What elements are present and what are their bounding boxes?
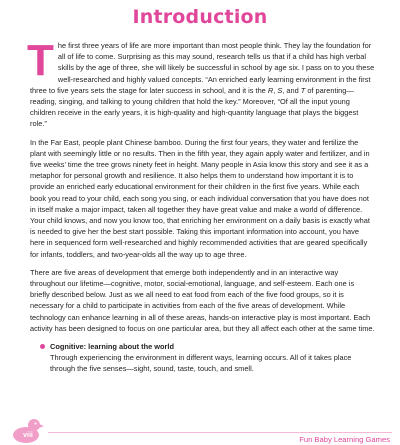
running-footer: Fun Baby Learning Games: [299, 435, 390, 444]
intro-paragraph-3: There are five areas of development that emerge both independently and in an interactive way throughout our lifetime—cognitive, motor, social-emotional, language, and self-esteem. Each one is briefly described below. Just as we all need to eat food from each of the five food groups, so it is necessary for a child to participate in activities from each of the five areas of development. While technology can enhance learning in all of these areas, hands-on interactive play is most important. Each activity has been designed to focus on one particular area, but they all affect each other at the same time.: [30, 267, 375, 333]
drop-cap: T: [27, 36, 54, 85]
emphasis-t: T: [300, 85, 306, 95]
intro-paragraph-2: In the Far East, people plant Chinese bamboo. During the first four years, they water and fertilize the plant with seemingly little or no results. Then in the fifth year, they again apply water and fertilizer, and in five weeks’ time the tree grows ninety feet in height. Many people in Asia know this story and see it as a metaphor for personal growth and resilience. It also helps them to understand how important it is to provide an enriched early educational environment for their children in the first five years. While each book you read to your child, each song you sing, or each individual conversation that you have does not in itself make a major impact, taken all together they have great value and make a world of difference. Your child knows, and now you know too, that enriching her environment on a daily basis is exactly what is needed to give her the best start possible. Taking this important information into account, you have here in sequenced form well-researched and highly recommended activities that are geared specifically for infants, toddlers, and two-year-olds all the way up to age three.: [30, 137, 370, 259]
page-title: Introduction: [132, 6, 268, 28]
area-item-cognitive: [40, 341, 375, 375]
main-text: [27, 36, 375, 375]
intro-paragraph-1: [27, 36, 375, 130]
duck-icon: [12, 417, 44, 443]
emphasis-r: R: [267, 85, 274, 95]
page-footer: [0, 427, 400, 445]
intro-text-part: ,: [273, 85, 278, 95]
page-number: viii: [23, 432, 33, 439]
intro-text-part: of parenting—reading, singing, and talking to young children that hold the key.” Moreover, “Of all the input young children receive in the early years, it is high-quality and high-quantity language that plays the biggest role.”: [30, 85, 359, 129]
area-heading: Cognitive: learning about the world: [50, 342, 174, 352]
intro-text-part: he first three years of life are more important than most people think. They lay the foundation for all of life to come. Surprising as this may sound, research tells us that if a child has high verbal skills by the age of three, she will likely be successful in school by age six. I pass on to you these well-researched and highly valued concepts. “An enriched early learning environment in the first three to five years sets the stage for later success in school, and it is the: [30, 41, 375, 95]
area-description: Through experiencing the environment in different ways, learning occurs. All of it takes place through the five senses—sight, sound, taste, touch, and smell.: [50, 353, 352, 374]
bullet-icon: [40, 344, 45, 349]
emphasis-s: S: [277, 85, 283, 95]
footer-divider: [48, 432, 392, 433]
intro-text-part: , and: [282, 85, 301, 95]
